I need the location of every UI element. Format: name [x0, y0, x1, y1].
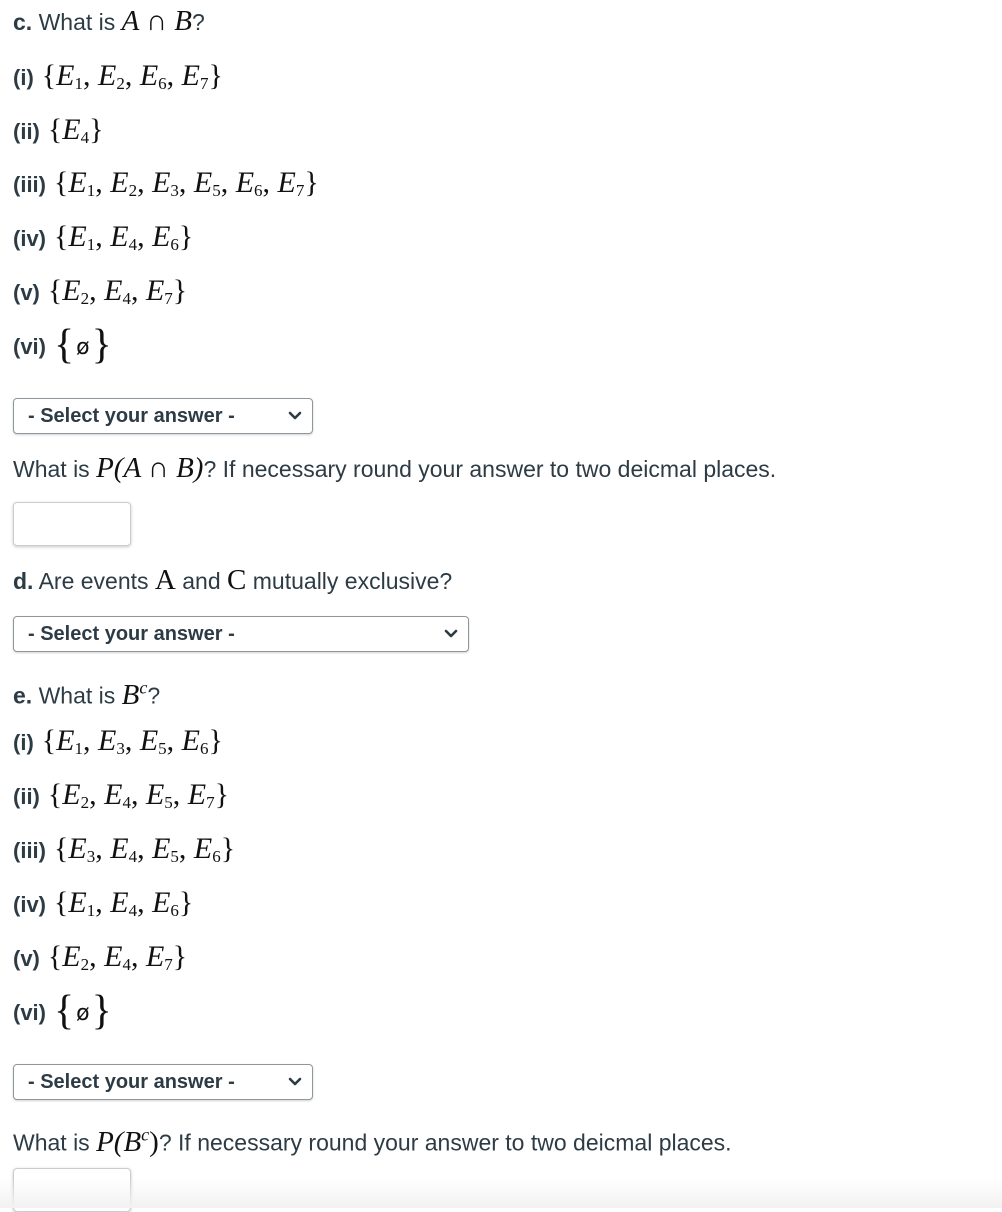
set-element-index: 6 [254, 181, 263, 200]
set-element-index: 6 [170, 235, 179, 254]
part-e-prob-math-close: ) [149, 1125, 159, 1158]
part-c-option-4 [13, 222, 193, 260]
set-element-index: 4 [80, 128, 90, 147]
part-e-question-suffix: ? [147, 682, 161, 709]
set-element: E [152, 220, 171, 253]
set-element-index: 2 [80, 955, 90, 974]
part-d-event-a: A [154, 564, 176, 596]
option-set: {$E_2$, $E_4$, $E_5$, $E_7$} [47, 778, 230, 812]
set-element-index: 6 [158, 74, 167, 93]
set-element: E [104, 274, 123, 307]
part-e-question [13, 672, 160, 711]
set-element: E [193, 166, 213, 199]
set-element-index: 4 [128, 847, 138, 866]
set-element-index: 1 [86, 181, 96, 200]
part-c-question-text: What is [38, 9, 116, 35]
part-e-prob-math-text: P(B [96, 1125, 142, 1158]
set-element: E [104, 778, 123, 811]
set-element: E [104, 940, 123, 973]
part-c-option-3 [13, 168, 319, 206]
set-element: E [187, 778, 207, 811]
part-c-question-math: A ∩ B [121, 5, 193, 37]
part-c-question [13, 6, 205, 37]
set-element-index: 5 [170, 847, 179, 866]
set-element-index: 1 [74, 74, 83, 93]
set-element: E [110, 166, 129, 199]
set-element: E [152, 832, 171, 865]
option-set: {$E_2$, $E_4$, $E_7$} [47, 274, 188, 308]
option-set: {$E_1$, $E_2$, $E_3$, $E_5$, $E_6$, $E_7$} [54, 166, 319, 200]
option-label: (vi) [13, 334, 46, 359]
option-set: {$E_1$, $E_2$, $E_6$, $E_7$} [41, 59, 223, 93]
set-element: E [145, 940, 165, 973]
set-element-index: 6 [212, 847, 221, 866]
set-element-index: 1 [86, 901, 96, 920]
set-element: E [56, 724, 75, 757]
set-element: E [110, 832, 129, 865]
part-d-answer-select[interactable] [13, 616, 469, 652]
set-element-index: 7 [295, 181, 305, 200]
set-element-index: 3 [116, 739, 125, 758]
option-label: (v) [13, 280, 40, 305]
set-element: E [62, 113, 81, 146]
set-element-index: 1 [74, 739, 83, 758]
part-d-question-text: Are events [38, 568, 149, 594]
part-c-option-5 [13, 276, 187, 314]
set-element: E [139, 724, 159, 757]
part-c-probability-question [13, 453, 776, 484]
chevron-down-icon [288, 409, 302, 423]
set-element: E [152, 166, 171, 199]
option-label: (vi) [13, 1000, 46, 1025]
set-element-index: 6 [199, 739, 209, 758]
part-c-prob-math [96, 452, 203, 484]
set-element-index: 3 [86, 847, 96, 866]
part-e-question-text: What is [38, 682, 116, 709]
part-c-label: c. [13, 9, 33, 35]
set-element: E [62, 940, 81, 973]
part-c-question-suffix: ? [192, 9, 205, 35]
option-set: $\{E_4\}$ [47, 113, 104, 147]
set-element-index: 2 [116, 74, 125, 93]
part-d-event-c: C [227, 564, 247, 596]
set-element: E [277, 166, 296, 199]
part-e-math-sup: c [139, 677, 148, 697]
set-element: E [110, 220, 129, 253]
part-c-prob-suffix: ? If necessary round your answer to two deicmal places. [203, 456, 777, 482]
option-label: (v) [13, 946, 40, 971]
part-c-option-1 [13, 61, 223, 99]
set-element-index: 6 [170, 901, 179, 920]
part-e-option-2 [13, 780, 229, 818]
set-element-index: 5 [164, 793, 173, 812]
set-element-index: 2 [128, 181, 138, 200]
part-c-select-text: - Select your answer - [28, 405, 235, 427]
part-e-option-6 [13, 988, 112, 1034]
set-element: E [152, 886, 171, 919]
set-element-index: 4 [128, 235, 138, 254]
option-label: (ii) [13, 119, 40, 144]
option-set: {$E_1$, $E_4$, $E_6$} [54, 220, 194, 254]
set-element: E [56, 59, 75, 92]
set-element-index: 2 [80, 793, 90, 812]
set-element-index: 7 [164, 289, 173, 308]
bottom-edge-fade [0, 1178, 1002, 1208]
option-set: {$E_2$, $E_4$, $E_7$} [47, 940, 188, 974]
part-e-answer-select[interactable] [13, 1064, 313, 1100]
option-label: (iv) [13, 892, 46, 917]
option-label: (iii) [13, 172, 46, 197]
set-element-index: 4 [128, 901, 138, 920]
option-set: {$E_1$, $E_4$, $E_6$} [54, 886, 194, 920]
part-e-prob-prefix: What is [13, 1129, 90, 1156]
set-element: E [193, 832, 213, 865]
set-element-index: 4 [122, 955, 131, 974]
part-e-label: e. [13, 682, 33, 709]
option-label: (iv) [13, 226, 46, 251]
set-element: E [145, 778, 165, 811]
set-element: E [68, 886, 87, 919]
set-element: E [181, 59, 200, 92]
part-c-prob-math-text: P(A ∩ B) [96, 452, 204, 484]
part-d-question [13, 565, 452, 596]
part-e-probability-question [13, 1119, 732, 1158]
set-element-index: 1 [86, 235, 96, 254]
set-element-index: 2 [80, 289, 90, 308]
set-element-index: 4 [122, 793, 131, 812]
part-c-answer-select[interactable] [13, 398, 313, 434]
set-element: E [145, 274, 165, 307]
part-e-select-text: - Select your answer - [28, 1071, 235, 1093]
set-element: E [98, 59, 117, 92]
set-element-index: 7 [206, 793, 215, 812]
set-element: E [139, 59, 159, 92]
part-c-option-6 [13, 322, 112, 368]
set-element: E [235, 166, 255, 199]
set-element: E [98, 724, 117, 757]
empty-set-symbol: ø [76, 335, 90, 360]
option-set: {$E_3$, $E_4$, $E_5$, $E_6$} [54, 832, 236, 866]
set-element-index: 7 [199, 74, 209, 93]
part-e-option-5 [13, 942, 187, 980]
set-element-index: 4 [122, 289, 131, 308]
set-element: E [62, 778, 81, 811]
part-e-prob-math-sup: c [141, 1124, 150, 1144]
set-element: E [68, 166, 87, 199]
part-c-probability-input[interactable] [13, 502, 131, 546]
set-element-index: 3 [170, 181, 179, 200]
chevron-down-icon [444, 627, 458, 641]
part-e-option-4 [13, 888, 193, 926]
set-element: E [62, 274, 81, 307]
part-e-question-math [122, 679, 148, 711]
option-label: (iii) [13, 838, 46, 863]
part-d-question-suffix: mutually exclusive? [252, 568, 453, 594]
part-e-option-3 [13, 834, 235, 872]
option-label: (ii) [13, 784, 40, 809]
option-set: {ø} [54, 988, 112, 1034]
set-element: E [181, 724, 200, 757]
part-e-option-1 [13, 726, 223, 764]
option-set: {ø} [54, 322, 112, 368]
set-element: E [110, 886, 129, 919]
part-d-label: d. [13, 568, 34, 594]
part-e-math-base: B [121, 678, 140, 711]
set-element-index: 5 [158, 739, 167, 758]
part-c-option-2 [13, 115, 104, 153]
empty-set-symbol: ø [76, 1001, 90, 1026]
option-set: {$E_1$, $E_3$, $E_5$, $E_6$} [41, 724, 223, 758]
part-d-select-text: - Select your answer - [28, 623, 235, 645]
part-e-prob-suffix: ? If necessary round your answer to two deicmal places. [158, 1129, 732, 1156]
set-element-index: 7 [164, 955, 173, 974]
option-label: (i) [13, 730, 34, 755]
part-c-prob-prefix: What is [13, 456, 90, 482]
set-element-index: 5 [212, 181, 221, 200]
part-e-prob-math [96, 1126, 159, 1158]
option-label: (i) [13, 65, 34, 90]
set-element: E [68, 832, 87, 865]
part-d-and: and [182, 568, 221, 594]
set-element: E [68, 220, 87, 253]
chevron-down-icon [288, 1075, 302, 1089]
